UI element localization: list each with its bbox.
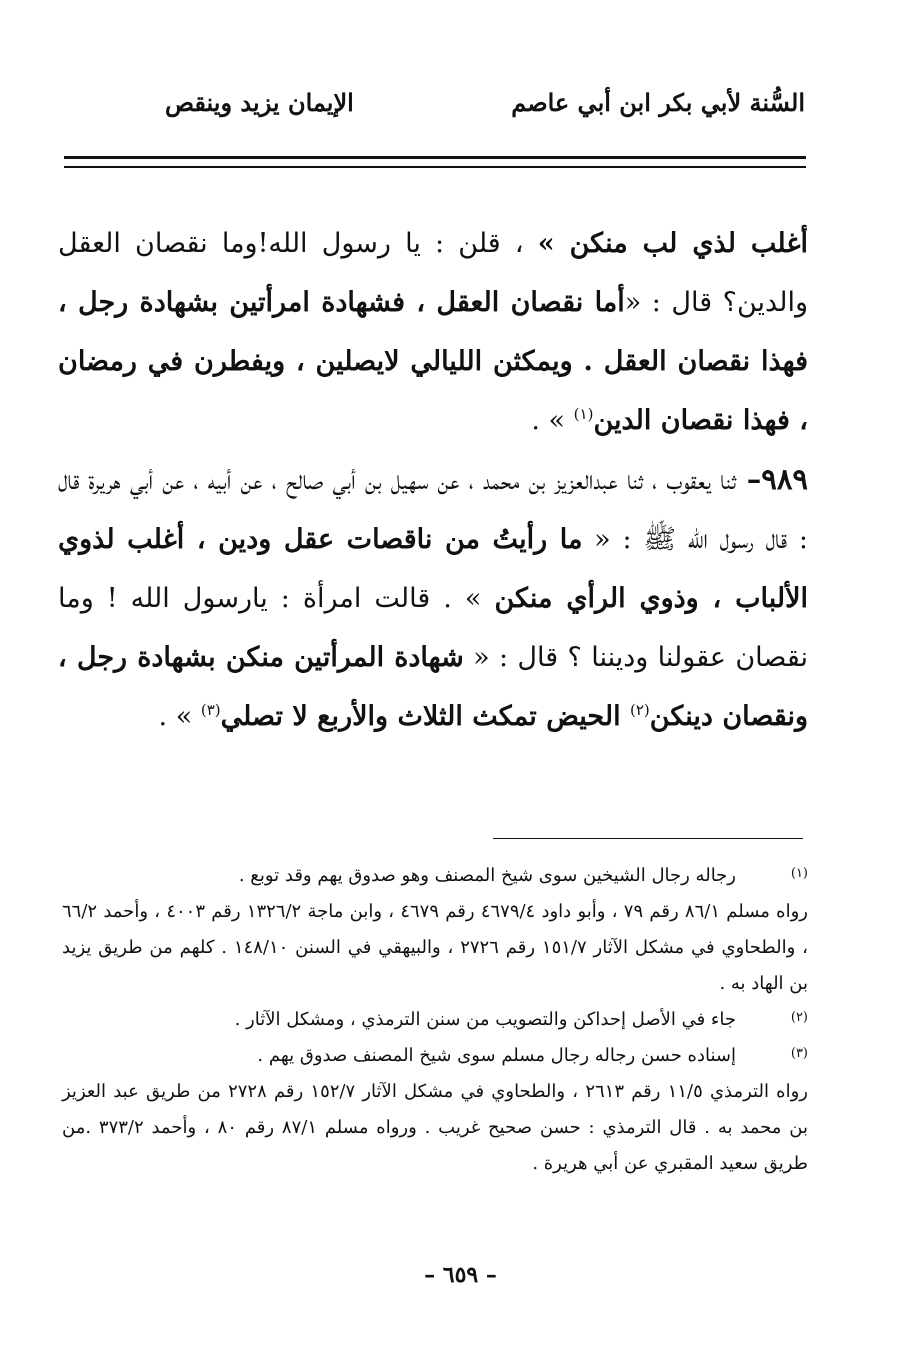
footnote-body: رواه مسلم ٨٦/١ رقم ٧٩ ، وأبو داود ٤٦٧٩/٤ رقم ٤٦٧٩ ، وابن ماجة ١٣٢٦/٢ رقم ٤٠٠٣ ، وأحمد ٦٦/٢ ، والطحاوي في مشكل الآثار ١٥١/٧ رقم ٢٧٢٦ ، والبيهقي في السنن ١٤٨/١٠ . كلهم من طريق يزيد بن الهاد به . xyxy=(62,901,808,994)
plain-text: ، قلن : يا رسول الله!وما نقصان العقل والدين؟ قال : « xyxy=(58,228,808,318)
hadith-number: ٩٨٩ xyxy=(761,462,808,496)
footnote-number: (٢) xyxy=(790,1010,808,1025)
footnote-1 xyxy=(62,858,808,1002)
book-title: السُّنة لأبي بكر ابن أبي عاصم xyxy=(511,88,805,117)
hadith-dash: – xyxy=(736,462,762,496)
running-header xyxy=(60,82,805,132)
footnote-number: (٣) xyxy=(790,1046,808,1061)
footnote-number: (١) xyxy=(790,866,808,881)
footnote-ref-2[interactable]: (٢) xyxy=(629,701,650,719)
plain-text: » . xyxy=(158,701,201,732)
footnote-separator xyxy=(493,838,803,839)
plain-text: » . قالت امرأة : يارسول الله ! وما نقصان عقولنا وديننا ؟ قال : « xyxy=(58,583,808,673)
quote-text: أما نقصان العقل ، فشهادة امرأتين بشهادة رجل ، فهذا نقصان العقل . ويمكثن الليالي لايصلين ، ويفطرن في رمضان ، فهذا نقصان الدين xyxy=(58,287,808,436)
header-rule-thick xyxy=(64,156,806,159)
footnote-ref-3[interactable]: (٣) xyxy=(200,701,221,719)
chapter-title: الإيمان يزيد وينقص xyxy=(165,88,354,117)
footnotes xyxy=(62,858,808,1182)
quote-text: أغلب لذي لب منكن » xyxy=(537,228,808,259)
footnote-3 xyxy=(62,1038,808,1182)
quote-text: الحيض تمكث الثلاث والأربع لا تصلي xyxy=(220,701,630,732)
footnote-first-line: رجاله رجال الشيخين سوى شيخ المصنف وهو صدوق يهم وقد توبع . xyxy=(238,865,736,886)
page-number: – ٦٥٩ – xyxy=(424,1262,497,1288)
footnote-ref-1[interactable]: (١) xyxy=(573,405,594,423)
footnote-body: رواه الترمذي ١١/٥ رقم ٢٦١٣ ، والطحاوي في مشكل الآثار ١٥٢/٧ رقم ٢٧٢٨ من طريق عبد العزيز بن محمد به . قال الترمذي : حسن صحيح غريب . ورواه مسلم ٨٧/١ رقم ٨٠ ، وأحمد ٣٧٣/٢ .من طريق سعيد المقبري عن أبي هريرة . xyxy=(62,1081,808,1174)
plain-text: » . xyxy=(531,405,574,436)
footnote-first-line: إسناده حسن رجاله رجال مسلم سوى شيخ المصنف صدوق يهم . xyxy=(257,1045,736,1066)
isnad-text: ثنا يعقوب ، ثنا عبدالعزيز بن محمد ، عن سهيل بن أبي صالح ، عن أبيه ، عن أبي هريرة قال : قال رسول الله ﷺ : « xyxy=(58,465,808,555)
quote-text: ما رأيتُ من ناقصات عقل ودين ، أغلب لذوي الألباب ، وذوي الرأي منكن xyxy=(58,524,808,614)
quote-text: شهادة المرأتين منكن بشهادة رجل ، ونقصان دينكن xyxy=(58,642,808,732)
paragraph-hadith-989 xyxy=(58,450,808,746)
header-rule-thin xyxy=(64,166,806,168)
main-text xyxy=(58,214,808,746)
paragraph-hadith-continuation xyxy=(58,214,808,450)
footnote-2 xyxy=(62,1002,808,1038)
footnote-first-line: جاء في الأصل إحداكن والتصويب من سنن الترمذي ، ومشكل الآثار . xyxy=(234,1009,736,1030)
